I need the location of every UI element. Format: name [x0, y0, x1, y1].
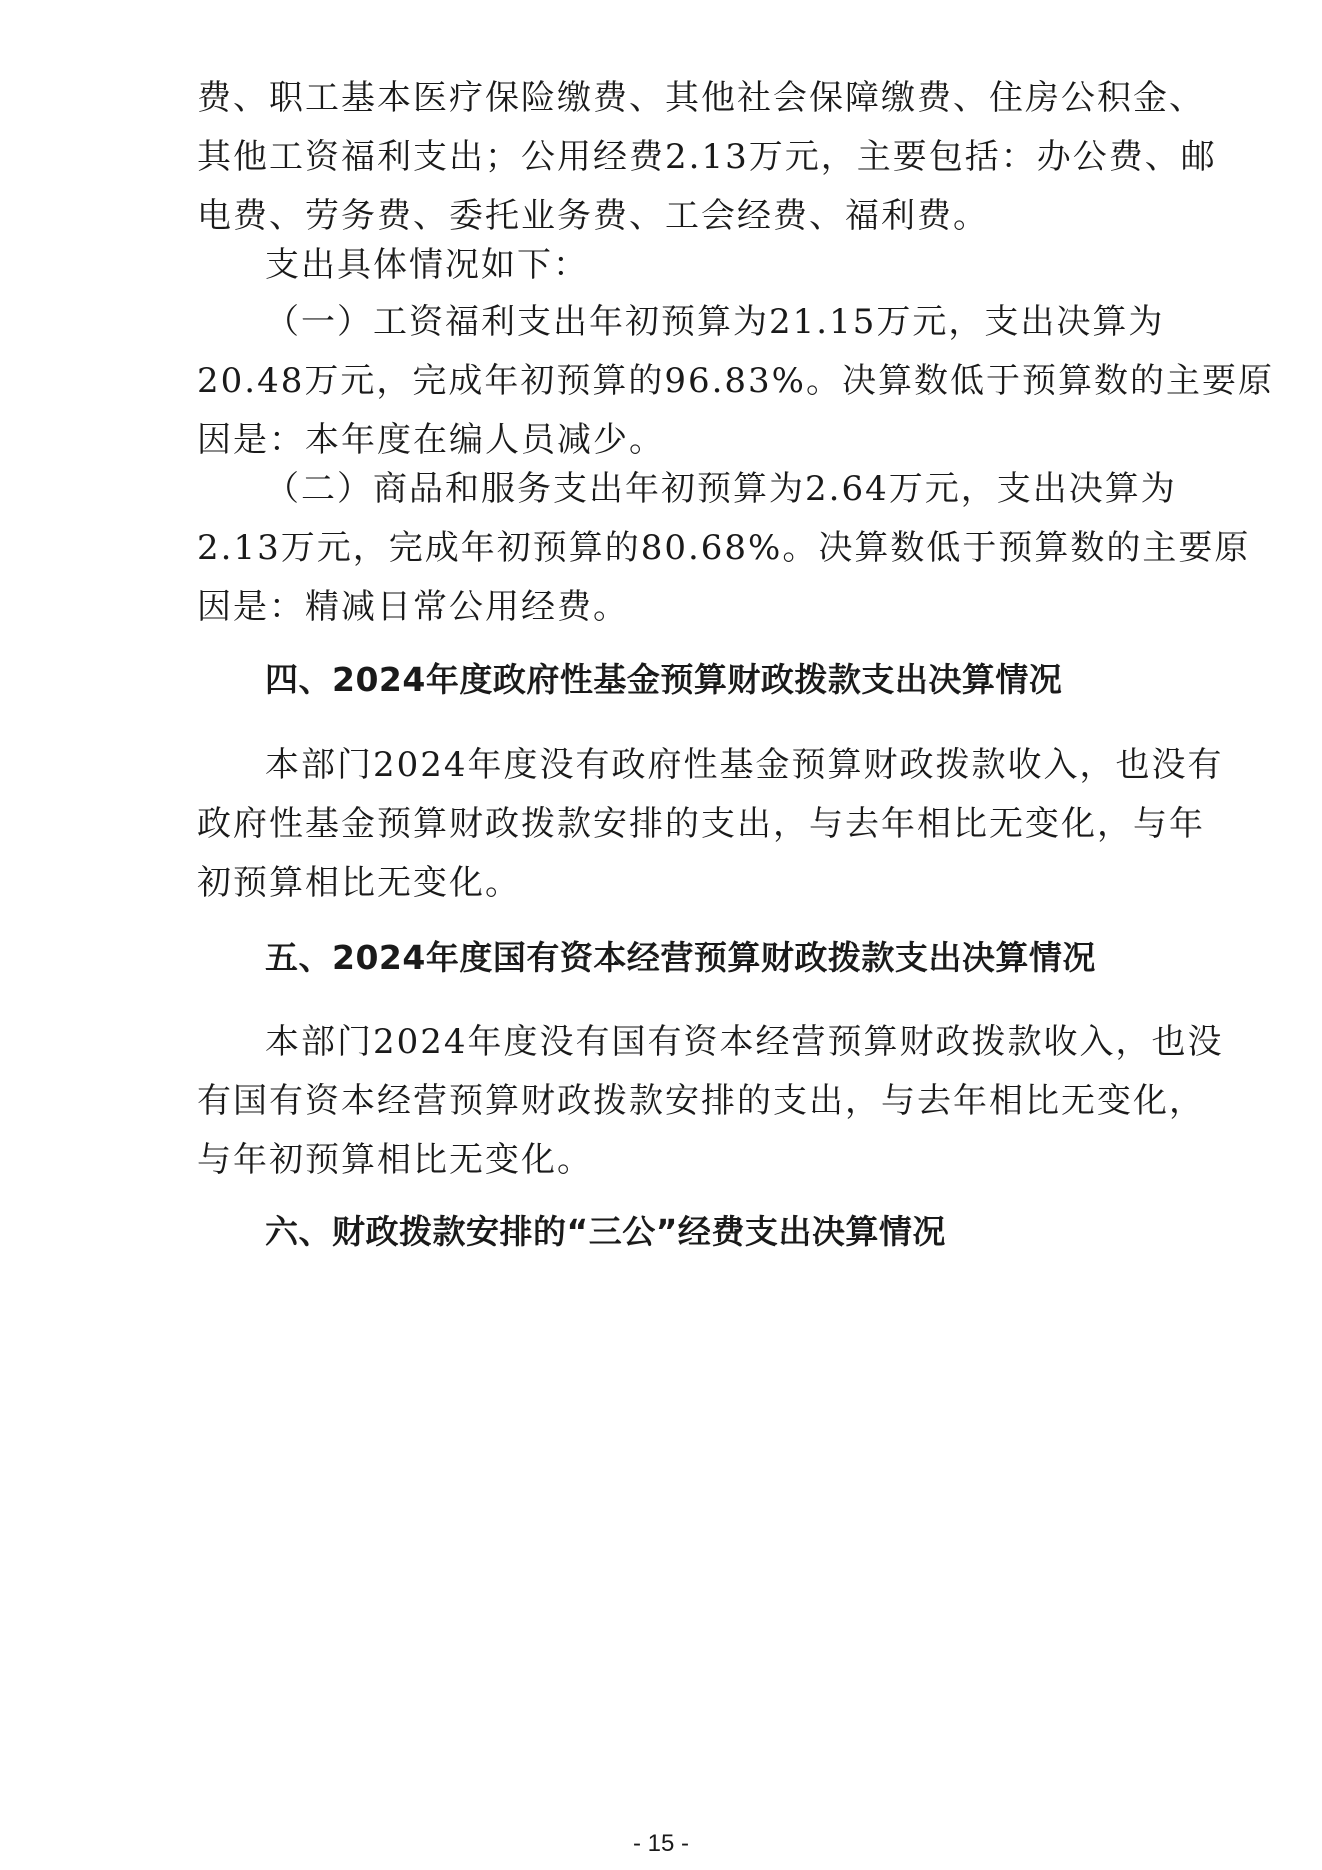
section-heading: 六、财政拨款安排的“三公”经费支出决算情况 [265, 1212, 946, 1251]
page-number: - 15 - [632, 1830, 689, 1857]
paragraph-line: 其他工资福利支出；公用经费2.13万元，主要包括：办公费、邮 [197, 137, 1217, 177]
section-heading: 四、2024年度政府性基金预算财政拨款支出决算情况 [265, 660, 1063, 699]
paragraph-line: 电费、劳务费、委托业务费、工会经费、福利费。 [197, 196, 989, 236]
paragraph-line: 政府性基金预算财政拨款安排的支出，与去年相比无变化，与年 [197, 804, 1205, 844]
paragraph-line: 初预算相比无变化。 [197, 863, 521, 903]
section-five-paragraph [197, 1022, 1224, 1180]
paragraph-line: 支出具体情况如下： [265, 245, 589, 285]
detail-intro [197, 245, 1149, 285]
paragraph-line: （二）商品和服务支出年初预算为2.64万元，支出决算为 [265, 469, 1177, 509]
paragraph-line: 20.48万元，完成年初预算的96.83%。决算数低于预算数的主要原 [197, 361, 1274, 401]
paragraph-line: 本部门2024年度没有政府性基金预算财政拨款收入，也没有 [265, 745, 1224, 785]
paragraph-line: 有国有资本经营预算财政拨款安排的支出，与去年相比无变化， [197, 1081, 1205, 1121]
item-one-paragraph [197, 302, 1274, 460]
paragraph-line: 因是：本年度在编人员减少。 [197, 420, 665, 460]
paragraph-line: （一）工资福利支出年初预算为21.15万元，支出决算为 [265, 302, 1165, 342]
paragraph-line: 本部门2024年度没有国有资本经营预算财政拨款收入，也没 [265, 1022, 1224, 1062]
section-heading: 五、2024年度国有资本经营预算财政拨款支出决算情况 [265, 938, 1096, 977]
paragraph-line: 2.13万元，完成年初预算的80.68%。决算数低于预算数的主要原 [197, 528, 1251, 568]
paragraph-line: 与年初预算相比无变化。 [197, 1140, 593, 1180]
item-two-paragraph [197, 469, 1251, 627]
intro-paragraph [197, 78, 1217, 236]
section-four-paragraph [197, 745, 1224, 903]
paragraph-line: 因是：精减日常公用经费。 [197, 587, 629, 627]
paragraph-line: 费、职工基本医疗保险缴费、其他社会保障缴费、住房公积金、 [197, 78, 1205, 118]
